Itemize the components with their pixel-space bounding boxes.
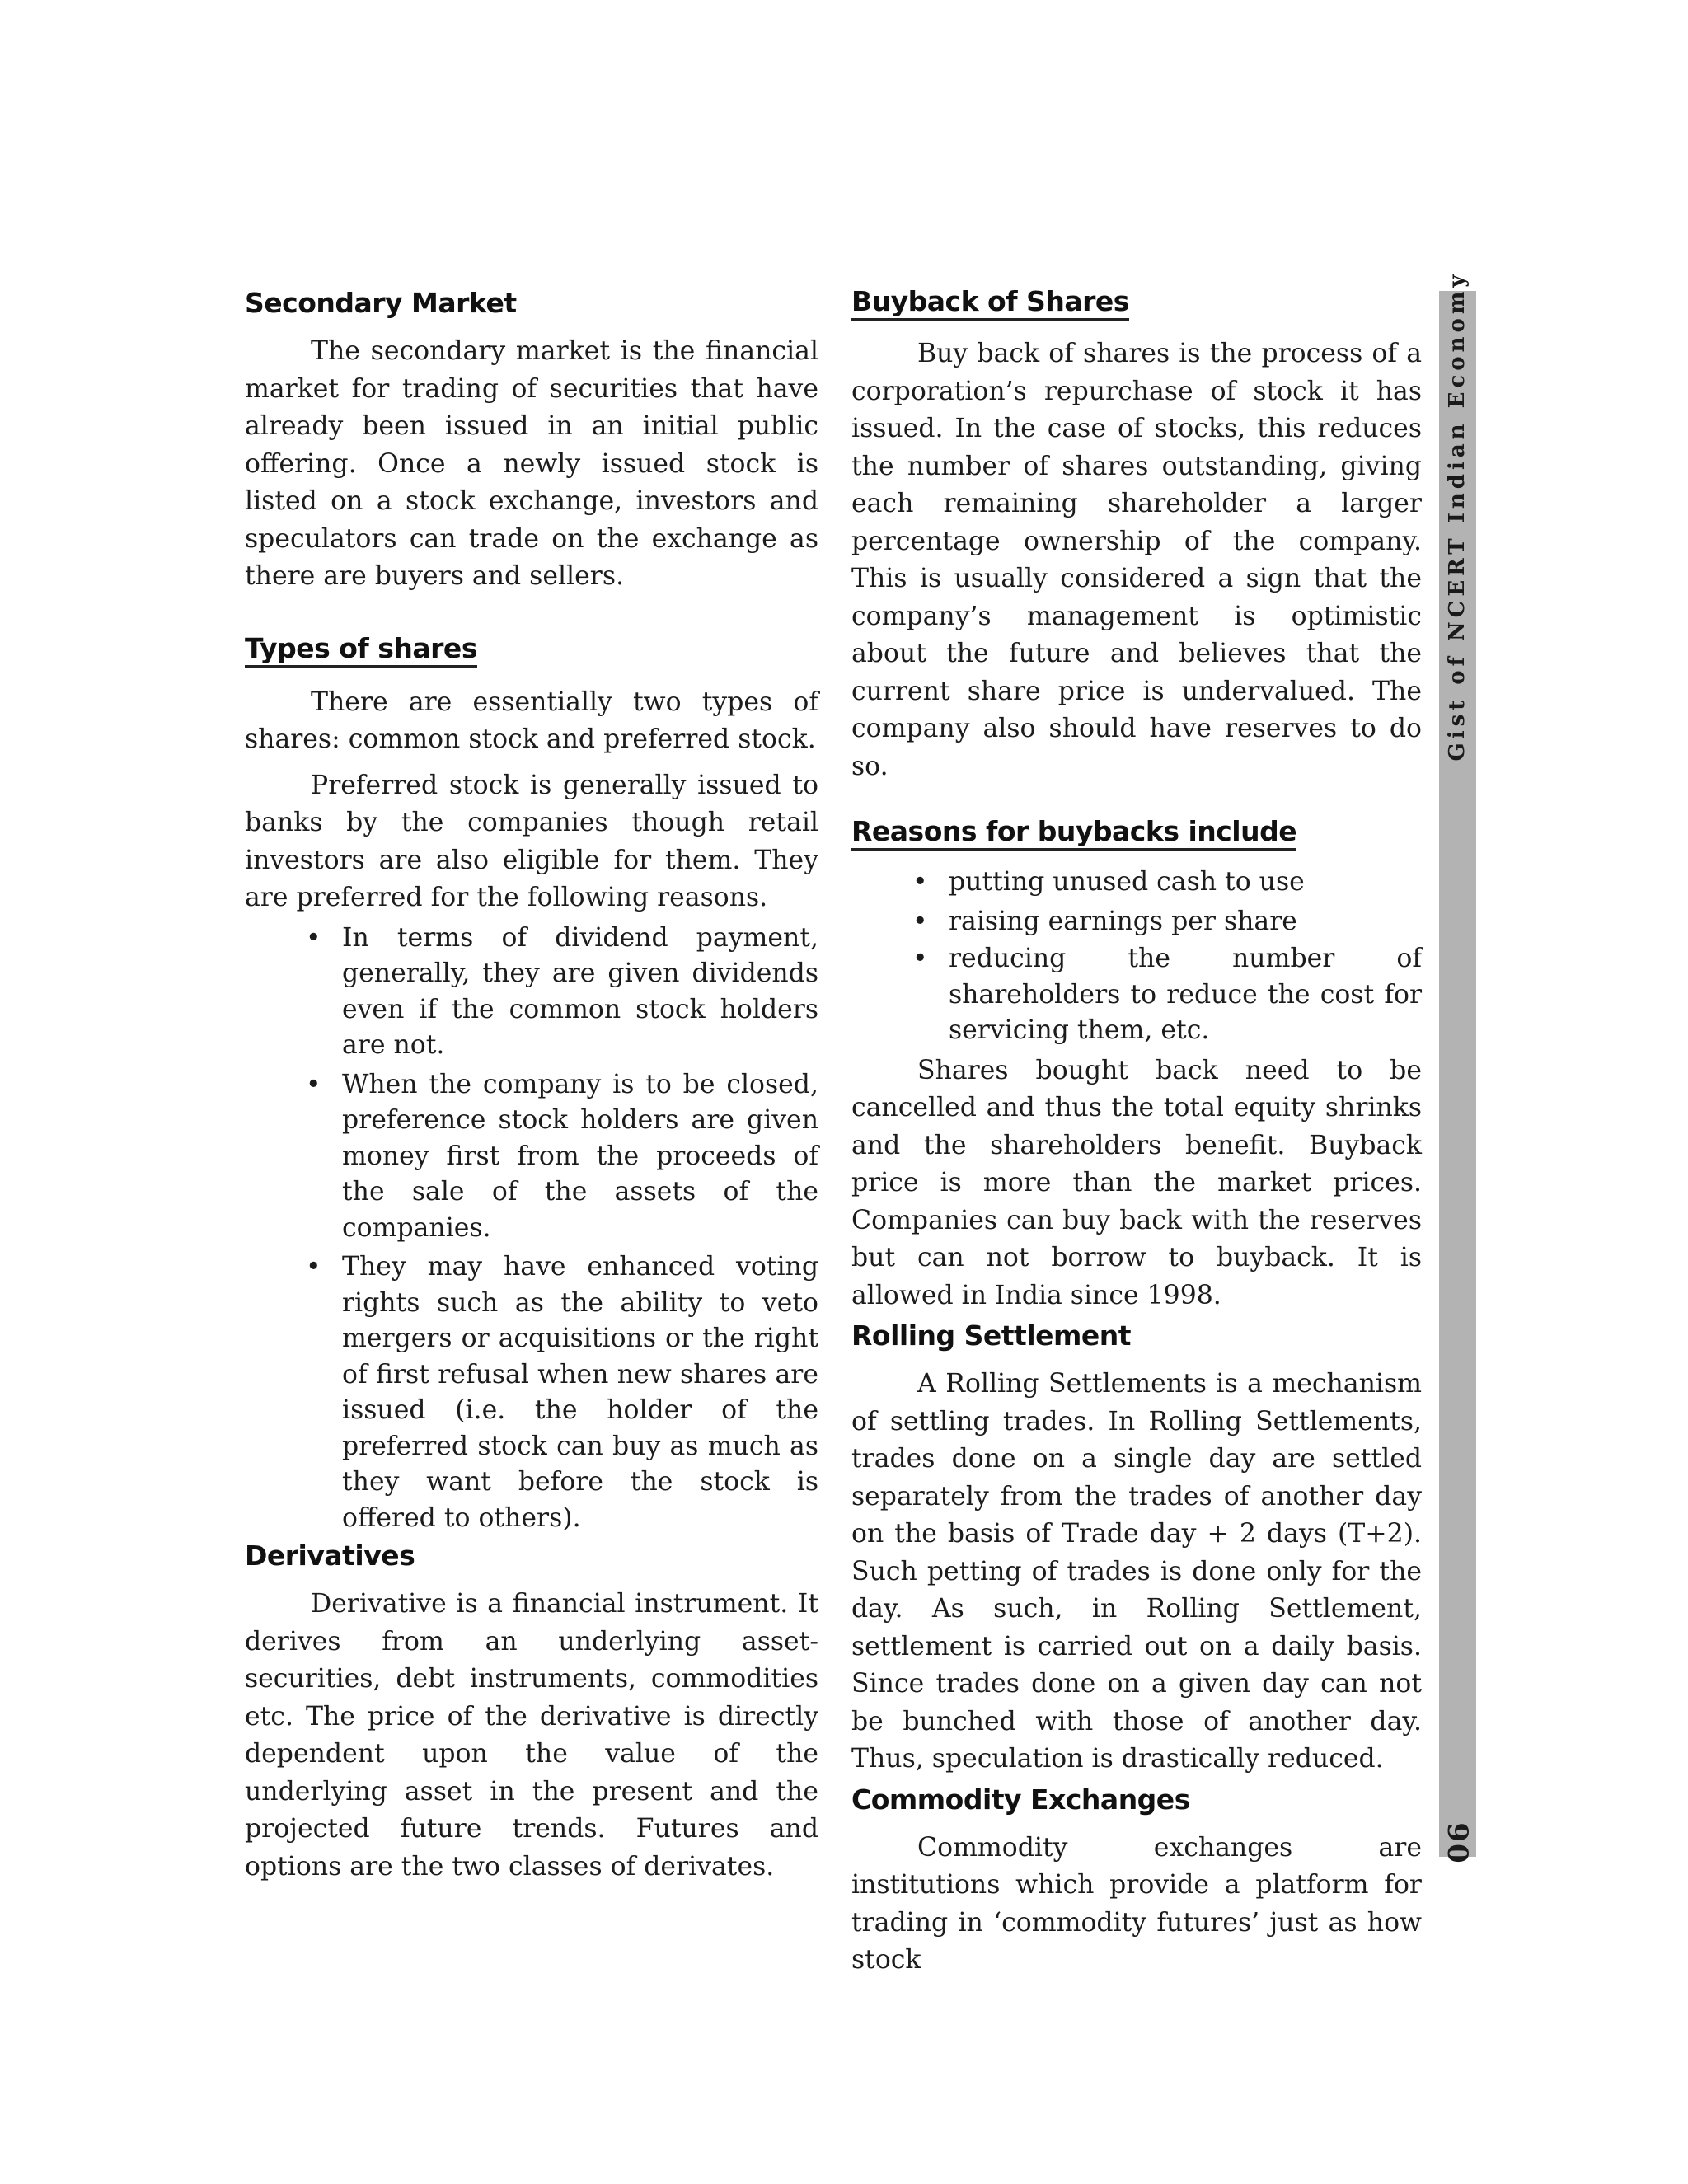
book-title-vertical: Gist of NCERT Indian Economy [1445, 270, 1470, 762]
list-item: • putting unused cash to use [949, 862, 1422, 902]
types-paragraph-2: Preferred stock is generally issued to banks by the companies though retail investors are also eligible for them. They are preferred for the following reasons. [245, 770, 818, 912]
derivatives-paragraph: Derivative is a financial instrument. It derives from an underlying asset- securities, debt instruments, commodities etc. The price of the derivative is directly dependent upon the value of the underlying asset in the present and the projected future trends. Futures and options are the two classes of derivates. [245, 1589, 818, 1882]
heading-buyback-of-shares: Buyback of Shares [851, 285, 1129, 321]
heading-secondary-market: Secondary Market [245, 287, 517, 319]
buyback-effects-paragraph: Shares bought back need to be cancelled and thus the total equity shrinks and the shareholders benefit. Buyback price is more than the market prices. Companies can buy back with the reserves but can not borrow to buyback. It is allowed in India since 1998. [851, 1055, 1422, 1310]
heading-rolling-settlement: Rolling Settlement [851, 1319, 1132, 1352]
heading-types-of-shares: Types of shares [245, 632, 477, 668]
list-item: • raising earnings per share [949, 902, 1422, 941]
buyback-reasons-list [851, 862, 1422, 1049]
left-column [245, 285, 818, 1886]
buyback-paragraph: Buy back of shares is the process of a corporation’s repurchase of stock it has issued. In the case of stocks, this reduces the number of shares outstanding, giving each remaining shareholder a larger percentage ownership of the company. This is usually considered a sign that the company’s management is optimistic about the future and believes that the current share price is undervalued. The company also should have reserves to do so. [851, 339, 1422, 781]
types-paragraph-1: There are essentially two types of shares: common stock and preferred stock. [245, 687, 818, 754]
list-item: • In terms of dividend payment, generally, they are given dividends even if the common stock holders are not. [342, 921, 818, 1064]
preferred-reasons-list [245, 921, 818, 1537]
list-item: • When the company is to be closed, preference stock holders are given money first from the proceeds of the sale of the assets of the companies. [342, 1067, 818, 1247]
heading-commodity-exchanges: Commodity Exchanges [851, 1783, 1190, 1816]
heading-derivatives: Derivatives [245, 1540, 415, 1572]
rolling-settlement-paragraph: A Rolling Settlements is a mechanism of settling trades. In Rolling Settlements, trades done on a single day are settled separately from the trades of another day on the basis of Trade day + 2 days (T+2). Such petting of trades is done only for the day. As such, in Rolling Settlement, settlement is carried out on a daily basis. Since trades done on a given day can not be bunched with those of another day. Thus, speculation is drastically reduced. [851, 1369, 1422, 1774]
secondary-market-paragraph: The secondary market is the financial market for trading of securities that have already been issued in an initial public offering. Once a newly issued stock is listed on a stock exchange, investors and speculators can trade on the exchange as there are buyers and sellers. [245, 336, 818, 591]
list-item: • They may have enhanced voting rights such as the ability to veto mergers or acquisitions or the right of first refusal when new shares are issued (i.e. the holder of the preferred stock can buy as much as they want before the stock is offered to others). [342, 1249, 818, 1536]
list-item: • reducing the number of shareholders to reduce the cost for servicing them, etc. [949, 941, 1422, 1049]
commodity-exchanges-paragraph: Commodity exchanges are institutions which provide a platform for trading in ‘commodity futures’ just as how stock [851, 1832, 1422, 1975]
right-column [851, 285, 1422, 1980]
heading-reasons-for-buybacks: Reasons for buybacks include [851, 815, 1296, 851]
page-number: 90 [1441, 1822, 1474, 1865]
